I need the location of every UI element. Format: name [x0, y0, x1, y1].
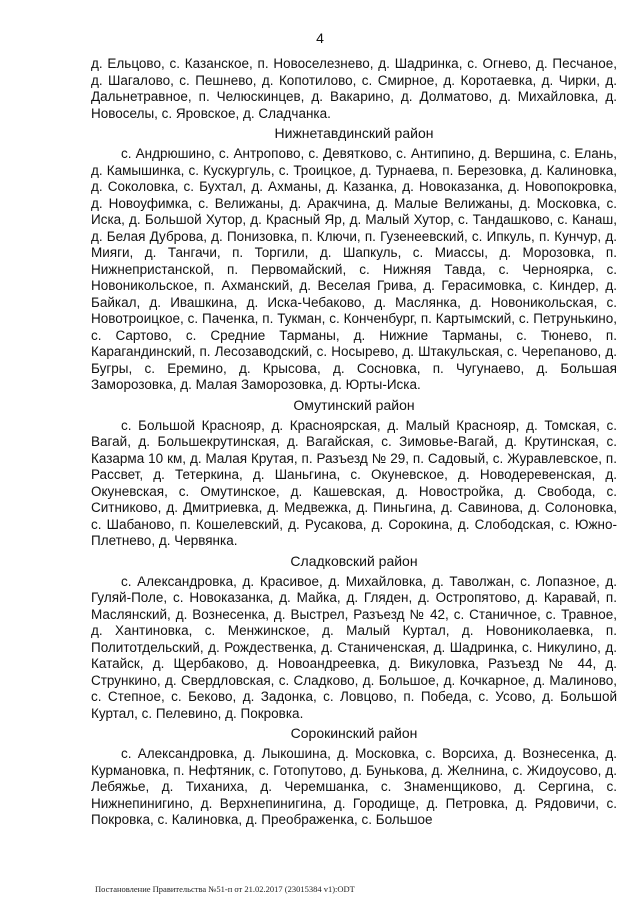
district-text-nizhnetavdinsky: с. Андрюшино, с. Антропово, с. Девятково, с. Антипино, д. Вершина, с. Елань, д. Камышинка, с. Кускургуль, с. Троицкое, д. Турнаева, п. Березовка, д. Калиновка, д. Соколовка, с. Бухтал, д. Ахманы, д. Казанка, д. Новоказанка, д. Новопокровка, д. Новоуфимка, с. Велижаны, д. Аракчина, д. Малые Велижаны, д. Московка, с. Иска, д. Большой Хутор, д. Красный Яр, д. Малый Хутор, с. Тандашково, с. Канаш, д. Белая Дуброва, д. Понизовка, п. Ключи, п. Гузенеевский, с. Ипкуль, п. Кунчур, д. Мияги, д. Тангачи, п. Торгили, д. Шапкуль, с. Миассы, д. Морозовка, п. Нижнепристанской, п. Первомайский, с. Нижняя Тавда, с. Черноярка, с. Новоникольское, п. Ахманский, д. Веселая Грива, д. Герасимовка, с. Киндер, д. Байкал, д. Ивашкина, д. Иска-Чебаково, д. Маслянка, д. Новоникольская, с. Новотроицкое, с. Паченка, п. Тукман, с. Конченбург, п. Картымский, с. Петрунькино, с. Сартово, с. Средние Тарманы, д. Нижние Тарманы, с. Тюнево, п. Карагандинский, п. Лесозаводский, с. Носырево, д. Штакульская, с. Черепаново, д. Бугры, с. Еремино, д. Крысова, д. Сосновка, п. Чугунаево, д. Большая Заморозовка, д. Малая Заморозовка, д. Юрты-Иска. — [91, 146, 617, 392]
section-text-continuation: д. Ельцово, с. Казанское, п. Новоселезнево, д. Шадринка, с. Огнево, д. Песчаное, д. Шагалово, с. Пешнево, д. Копотилово, с. Смирное, д. Коротаевка, д. Чирки, д. Дальнетравное, п. Челюскинцев, д. Вакарино, д. Долматово, д. Михайловка, д. Новоселы, с. Яровское, д. Сладчанка. — [91, 56, 617, 121]
district-heading-omutinsky: Омутинский район — [293, 396, 415, 413]
district-text-omutinsky: с. Большой Краснояр, д. Красноярская, д. Малый Краснояр, д. Томская, с. Вагай, д. Большекрутинская, д. Вагайская, с. Зимовье-Вагай, д. Крутинская, с. Казарма 10 км, д. Малая Крутая, п. Разъезд № 29, п. Садовый, с. Журавлевское, п. Рассвет, д. Тетеркина, д. Шаньгина, с. Окуневское, д. Новодеревенская, д. Окуневская, с. Омутинское, д. Кашевская, д. Новостройка, д. Свобода, с. Ситниково, д. Дмитриевка, д. Медвежка, д. Пиньгина, д. Савинова, д. Солоновка, с. Шабаново, п. Кошелевский, д. Русакова, д. Сорокина, д. Слободская, с. Южно-Плетнево, д. Червянка. — [91, 417, 617, 548]
district-heading-sladkovsky: Сладковский район — [290, 552, 418, 569]
district-text-sladkovsky: с. Александровка, д. Красивое, д. Михайловка, д. Таволжан, с. Лопазное, д. Гуляй-Поле, с. Новоказанка, д. Майка, д. Гляден, д. Остропятово, д. Каравай, п. Маслянский, д. Вознесенка, д. Выстрел, Разъезд № 42, с. Станичное, с. Травное, д. Хантиновка, с. Менжинское, д. Малый Куртал, д. Новониколаевка, п. Политотдельский, д. Рождественка, д. Станиченская, д. Шадринка, с. Никулино, д. Катайск, д. Щербаково, д. Новоандреевка, д. Викуловка, Разъезд № 44, д. Стрункино, д. Свердловская, с. Сладково, д. Большое, д. Кочкарное, д. Малиново, с. Степное, с. Беково, д. Задонка, с. Ловцово, п. Победа, с. Усово, д. Большой Куртал, с. Пелевино, д. Покровка. — [91, 573, 617, 721]
district-heading-sorokinsky: Сорокинский район — [290, 725, 418, 741]
district-text-sorokinsky: с. Александровка, д. Лыкошина, д. Московка, с. Ворсиха, д. Вознесенка, д. Курмановка, п. Нефтяник, с. Готопутово, д. Бунькова, д. Желнина, с. Жидоусово, д. Лебяжье, д. Тиханиха, д. Черемшанка, с. Знаменщиково, д. Сергина, с. Нижнепинигино, д. Верхнепинигина, д. Городище, д. Петровка, д. Рядовичи, с. Покровка, с. Калиновка, д. Преображенка, с. Большое — [91, 746, 617, 827]
document-body — [91, 56, 617, 829]
page-number: 4 — [316, 30, 324, 46]
district-heading-nizhnetavdinsky: Нижнетавдинский район — [274, 125, 434, 141]
document-footer: Постановление Правительства №51-п от 21.02.2017 (23015384 v1):ODT — [95, 884, 355, 894]
